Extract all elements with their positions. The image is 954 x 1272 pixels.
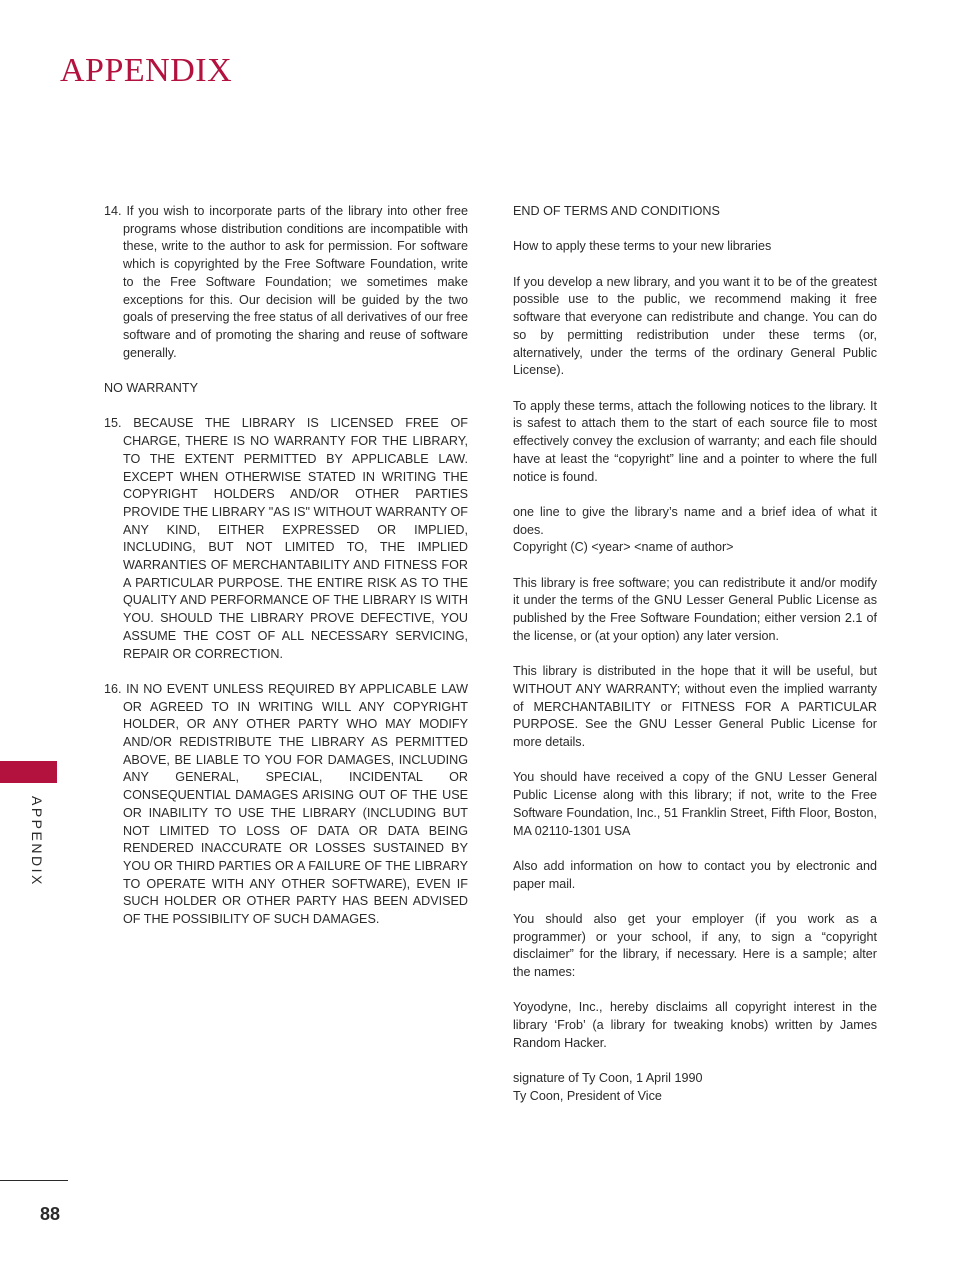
- clause-15: 15. BECAUSE THE LIBRARY IS LICENSED FREE OF CHARGE, THERE IS NO WARRANTY FOR THE LIBRARY, TO THE EXTENT PERMITTED BY APPLICABLE LAW. EXCEPT WHEN OTHERWISE STATED IN WRITING THE COPYRIGHT HOLDERS AND/OR OTHER PARTIES PROVIDE THE LIBRARY "AS IS" WITHOUT WARRANTY OF ANY KIND, EITHER EXPRESSED OR IMPLIED, INCLUDING, BUT NOT LIMITED TO, THE IMPLIED WARRANTIES OF MERCHANTABILITY AND FITNESS FOR A PARTICULAR PURPOSE. THE ENTIRE RISK AS TO THE QUALITY AND PERFORMANCE OF THE LIBRARY IS WITH YOU. SHOULD THE LIBRARY PROVE DEFECTIVE, YOU ASSUME THE COST OF ALL NECESSARY SERVICING, REPAIR OR CORRECTION.: [104, 416, 468, 661]
- employer-paragraph: You should also get your employer (if you work as a programmer) or your school, if any, to sign a “copyright disclaimer” for the library, if necessary. Here is a sample; alter the names:: [513, 911, 877, 980]
- page-title: APPENDIX: [60, 52, 233, 89]
- clause-16: 16. IN NO EVENT UNLESS REQUIRED BY APPLICABLE LAW OR AGREED TO IN WRITING WILL ANY COPYRIGHT HOLDER, OR ANY OTHER PARTY WHO MAY MODIFY AND/OR REDISTRIBUTE THE LIBRARY AS PERMITTED ABOVE, BE LIABLE TO YOU FOR DAMAGES, INCLUDING ANY GENERAL, SPECIAL, INCIDENTAL OR CONSEQUENTIAL DAMAGES ARISING OUT OF THE USE OR INABILITY TO USE THE LIBRARY (INCLUDING BUT NOT LIMITED TO LOSS OF DATA OR DATA BEING RENDERED INACCURATE OR LOSSES SUSTAINED BY YOU OR THIRD PARTIES OR A FAILURE OF THE LIBRARY TO OPERATE WITH ANY OTHER SOFTWARE), EVEN IF SUCH HOLDER OR OTHER PARTY HAS BEEN ADVISED OF THE POSSIBILITY OF SUCH DAMAGES.: [104, 681, 468, 927]
- distributed-paragraph: This library is distributed in the hope that it will be useful, but WITHOUT ANY WARRANTY; without even the implied warranty of MERCHANTABILITY or FITNESS FOR A PARTICULAR PURPOSE. See the GNU Lesser General Public License for more details.: [513, 664, 877, 749]
- develop-paragraph: If you develop a new library, and you want it to be of the greatest possible use to the public, we recommend making it free software that everyone can redistribute and change. You can do so by permitting redistribution under these terms (or, alternatively, under the terms of the ordinary General Public License).: [513, 274, 877, 378]
- right-column: [513, 203, 877, 1106]
- left-column: [104, 203, 468, 946]
- page-number: 88: [40, 1204, 61, 1224]
- end-of-terms-heading: END OF TERMS AND CONDITIONS: [513, 204, 720, 218]
- contact-info-paragraph: Also add information on how to contact you by electronic and paper mail.: [513, 858, 877, 891]
- section-tab-marker: [0, 761, 57, 783]
- yoyodyne-paragraph: Yoyodyne, Inc., hereby disclaims all copyright interest in the library ‘Frob’ (a library for tweaking knobs) written by James Random Hacker.: [513, 1000, 877, 1050]
- section-side-label: [22, 791, 52, 891]
- apply-paragraph: To apply these terms, attach the following notices to the library. It is safest to attach them to the start of each source file to most effectively convey the exclusion of warranty; and each file should have at least the “copyright” line and a pointer to where the full notice is found.: [513, 398, 877, 484]
- clause-14: 14. If you wish to incorporate parts of the library into other free programs whose distribution conditions are incompatible with these, write to the author to ask for permission. For software which is copyrighted by the Free Software Foundation, write to the Free Software Foundation; we sometimes make exceptions for this. Our decision will be guided by the two goals of preserving the free status of all derivatives of our free software and of promoting the sharing and reuse of software generally.: [104, 204, 468, 360]
- one-line-notice: one line to give the library’s name and a brief idea of what it does.: [513, 504, 877, 537]
- free-software-paragraph: This library is free software; you can redistribute it and/or modify it under the terms of the GNU Lesser General Public License as published by the Free Software Foundation; either version 2.1 of the license, or (at your option) any later version.: [513, 575, 877, 643]
- how-to-apply-heading: How to apply these terms to your new libraries: [513, 239, 772, 254]
- received-copy-paragraph: You should have received a copy of the GNU Lesser General Public License along with this library; if not, write to the Free Software Foundation, Inc., 51 Franklin Street, Fifth Floor, Boston, MA 02110-1301 USA: [513, 770, 877, 838]
- president-line: Ty Coon, President of Vice: [513, 1088, 662, 1103]
- footer-rule: [0, 1180, 68, 1181]
- signature-line: signature of Ty Coon, 1 April 1990: [513, 1071, 703, 1086]
- section-side-label-text: APPENDIX: [29, 795, 45, 887]
- copyright-notice: Copyright (C) <year> <name of author>: [513, 540, 734, 555]
- no-warranty-heading: NO WARRANTY: [104, 381, 198, 396]
